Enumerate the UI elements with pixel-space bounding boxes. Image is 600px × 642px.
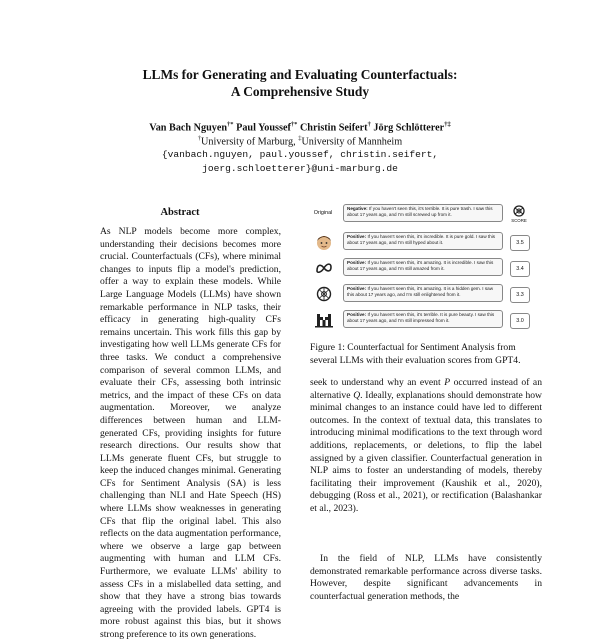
body-text: , or rectification [425,490,492,502]
author-name: Jörg Schlötterer [373,122,445,134]
affiliation-name: University of Mannheim [301,136,403,148]
counterfactual-text-box [343,284,503,302]
author-name: Paul Youssef [236,122,291,134]
math-var: Q [353,389,361,401]
body-text: . [355,502,359,514]
counterfactual-text: If you haven't seen this, it's terrible. It is pure beauty. I saw this about 17 years ago, and I'm still impressed from it. [347,312,495,323]
author-emails [0,148,600,176]
figure-caption: Figure 1: Counterfactual for Sentiment Analysis from several LLMs with their evaluation scores from GPT4. [310,342,521,366]
label-kind: Positive: [347,286,367,291]
body-paragraph [310,377,542,516]
author-mark: †* [227,121,234,128]
gpt4-score: 3.0 [510,313,530,329]
abstract-heading: Abstract [160,207,200,218]
body-text: occurred instead of an alternative [310,377,542,401]
affiliations [0,132,600,148]
label-kind: Positive: [347,260,367,265]
counterfactual-text-box [343,258,503,276]
meta-icon [314,259,334,277]
abstract-text: As NLP models become more complex, understanding their decisions becomes more crucial. Counterfactuals (CFs), where minimal changes to inputs flip a model's prediction, offer a way to explain these models. While Large Language Models (LLMs) have shown remarkable performance in NLP tasks, their efficacy in generating high-quality CFs remains uncertain. This work fills this gap by investigating how well LLMs generate CFs for three tasks. We conduct a comprehensive comparison of several common LLMs, and evaluate their CFs, assessing both intrinsic metrics, and the impact of these CFs on data augmentation. Moreover, we analyze differences between human and LLM-generated CFs, providing insights for future research directions. Our results show that LLMs generate fluent CFs, but struggle to keep the induced changes minimal. Generating CFs for Sentiment Analysis (SA) is less challenging than NLI and Hate Speech (HS) where LLMs show weaknesses in generating CFs that flip the original label. This also reflects on the data augmentation performance, where we observe a large gap between augmenting with human and LLM CFs. Furthermore, we evaluate LLMs' ability to assess CFs in a mislabelled data setting, and show that they have a strong bias towards agreeing with the provided labels. GPT4 is more robust against this bias, but it shows strong preference to its own generations. [100,226,281,640]
counterfactual-text-box [343,232,503,250]
counterfactual-text: If you haven't seen this, it's amazing. It is a hidden gem. I saw this about 17 years ago, and I'm still enlightened from it. [347,286,494,297]
counterfactual-text-box [343,310,503,328]
author-name: Christin Seifert [299,122,368,134]
score-label: SCORE [511,218,527,223]
body-text: , debugging [310,477,542,502]
openai-icon [314,285,334,303]
human-face-icon [314,233,334,251]
author-mark: † [367,121,371,128]
title-line-2: A Comprehensive Study [230,84,370,99]
gpt4-score: 3.5 [510,235,530,251]
body-paragraph: In the field of NLP, LLMs have consistently demonstrated remarkable performance across diverse tasks. However, despite significant advancements in counterfactual generation methods, the [310,553,542,602]
figure-row-original [310,202,540,226]
math-var: P [444,377,451,388]
title-line-1: LLMs for Generating and Evaluating Counterfactuals: [142,67,458,82]
emails-line-2: joerg.schloetterer}@uni-marburg.de [202,163,398,174]
emails-line-1: {vanbach.nguyen, paul.youssef, christin.seifert, [161,149,439,160]
original-label: Original [313,210,333,216]
citation-link[interactable]: (Balashankar et al., 2023) [310,490,542,514]
counterfactual-text: If you haven't seen this, it's amazing. It is incredible. I saw this about 17 years ago, and I'm still amazed from it. [347,260,494,271]
gpt4-icon [510,204,528,224]
gpt4-score: 3.3 [510,287,530,303]
counterfactual-text: If you haven't seen this, it's incredible. It is pure gold. I saw this about 17 years ago, and I'm still hyped about it. [347,234,496,245]
citation-link[interactable]: (Kaushik et al., 2020) [441,477,540,489]
figure-row-llm [310,256,540,280]
counterfactual-text-box [343,204,503,222]
mistral-icon [314,311,334,329]
label-kind: Positive: [347,312,367,317]
figure-row-llm [310,282,540,306]
figure-row-llm [310,308,540,332]
body-text: . Ideally, explanations should demonstrate how minimal changes to an instance could have led to different outcomes. In the context of textual data, this translates to introducing minimal modifications to the text through word additions, replacements, or deletions, to flip the label assigned by a given classifier. Counterfactual generation in NLP aims to foster an understanding of models, thereby facilitating their improvement [310,389,542,489]
paper-title [0,66,600,100]
author-mark: †‡ [444,121,451,128]
affiliation-mark: ‡ [298,135,302,142]
author-name: Van Bach Nguyen [149,122,228,134]
label-kind: Positive: [347,234,367,239]
counterfactual-text: If you haven't seen this, it's terrible. It is pure trash. I saw this about 17 years ago, and I'm still screwed up from it. [347,206,493,217]
affiliation-mark: † [197,135,202,142]
affiliation-name: University of Marburg, [201,136,296,148]
figure-1 [310,200,540,340]
author-mark: †* [290,121,298,128]
label-kind: Negative: [347,206,368,211]
citation-link[interactable]: (Ross et al., 2021) [353,490,426,502]
gpt4-score: 3.4 [510,261,530,277]
figure-row-llm [310,230,540,254]
body-text: seek to understand why an event [310,377,445,388]
